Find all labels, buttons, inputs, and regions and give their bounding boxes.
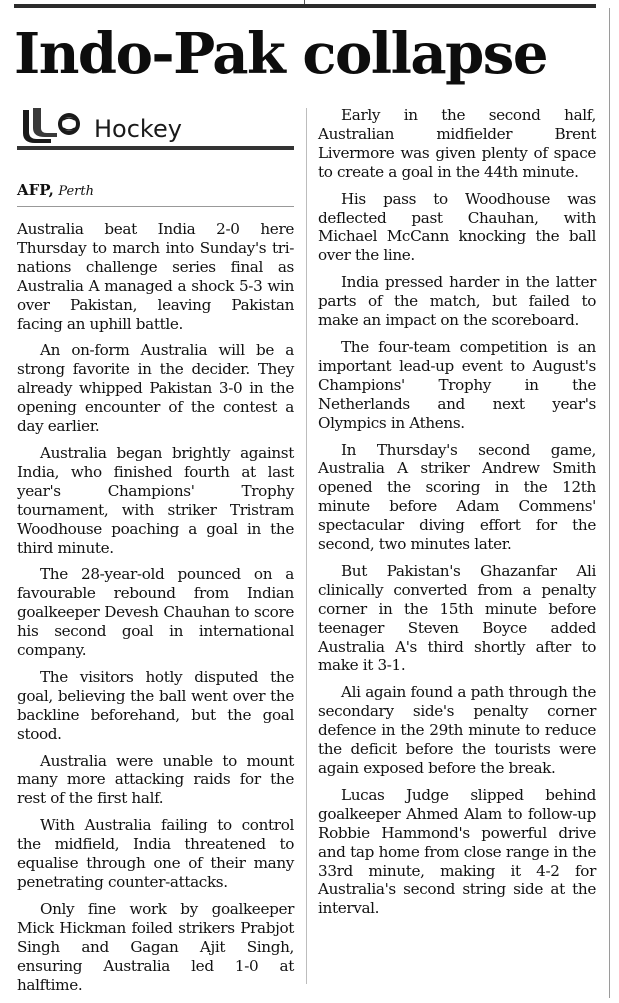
right-column <box>318 106 596 926</box>
article-paragraph: Australia beat India 2-0 here Thursday to march into Sunday's tri-nations challenge series final as Australia A managed a shock 5-3 win over Pakistan, leaving Pakistan facing an uphill battle. <box>17 220 294 333</box>
article-paragraph: India pressed harder in the latter parts of the match, but failed to make an impact on the scoreboard. <box>318 273 596 330</box>
section-name: Hockey <box>94 115 182 143</box>
article-paragraph: But Pakistan's Ghazanfar Ali clinically converted from a penalty corner in the 15th minute before teenager Steven Boyce added Australia A's third shortly after to make it 3-1. <box>318 561 596 675</box>
article-paragraph: His pass to Woodhouse was deflected past Chauhan, with Michael McCann knocking the ball over the line. <box>318 189 596 265</box>
article-paragraph: An on-form Australia will be a strong favorite in the decider. They already whipped Pakistan 3-0 in the opening encounter of the contest a day earlier. <box>17 341 294 436</box>
article-paragraph: Australia began brightly against India, who finished fourth at last year's Champions' Trophy tournament, with striker Tristram Woodhouse poaching a goal in the third minute. <box>17 443 294 557</box>
left-column <box>17 106 294 1002</box>
article-paragraph: Lucas Judge slipped behind goalkeeper Ahmed Alam to follow-up Robbie Hammond's powerful drive and tap home from close range in the 33rd minute, making it 4-2 for Australia's second string side at the interval. <box>318 785 596 918</box>
hockey-stick-and-ball-icon <box>17 106 85 144</box>
article-paragraph: The visitors hotly disputed the goal, believing the ball went over the backline beforehand, but the goal stood. <box>17 667 294 743</box>
article-paragraph: The four-team competition is an important lead-up event to August's Champions' Trophy in the Netherlands and next year's Olympics in Athens. <box>318 337 596 432</box>
top-tick <box>304 0 305 4</box>
article-paragraph: In Thursday's second game, Australia A striker Andrew Smith opened the scoring in the 12th minute before Adam Commens' spectacular diving effort for the second, two minutes later. <box>318 440 596 554</box>
article-paragraph: Only fine work by goalkeeper Mick Hickman foiled strikers Prabjot Singh and Gagan Ajit Singh, ensuring Australia led 1-0 at halftime. <box>17 899 294 994</box>
article-paragraph: Ali again found a path through the secondary side's penalty corner defence in the 29th minute to reduce the deficit before the tourists were again exposed before the break. <box>318 683 596 777</box>
byline-place: Perth <box>58 184 94 199</box>
right-border-rule <box>609 8 610 998</box>
byline-rule <box>17 206 294 207</box>
section-label <box>17 106 294 146</box>
headline: Indo-Pak collapse <box>14 21 547 87</box>
article-paragraph: Australia were unable to mount many more attacking raids for the rest of the first half. <box>17 751 294 808</box>
top-rule <box>14 4 596 8</box>
article-paragraph: The 28-year-old pounced on a favourable rebound from Indian goalkeeper Devesh Chauhan to score his second goal in international company. <box>17 565 294 660</box>
section-rule <box>17 146 294 150</box>
column-divider <box>306 108 307 984</box>
article-paragraph: Early in the second half, Australian midfielder Brent Livermore was given plenty of space to create a goal in the 44th minute. <box>318 106 596 181</box>
byline <box>17 180 294 202</box>
article-paragraph: With Australia failing to control the midfield, India threatened to equalise through one of their many penetrating counter-attacks. <box>17 816 294 891</box>
byline-agency: AFP, <box>17 181 54 199</box>
